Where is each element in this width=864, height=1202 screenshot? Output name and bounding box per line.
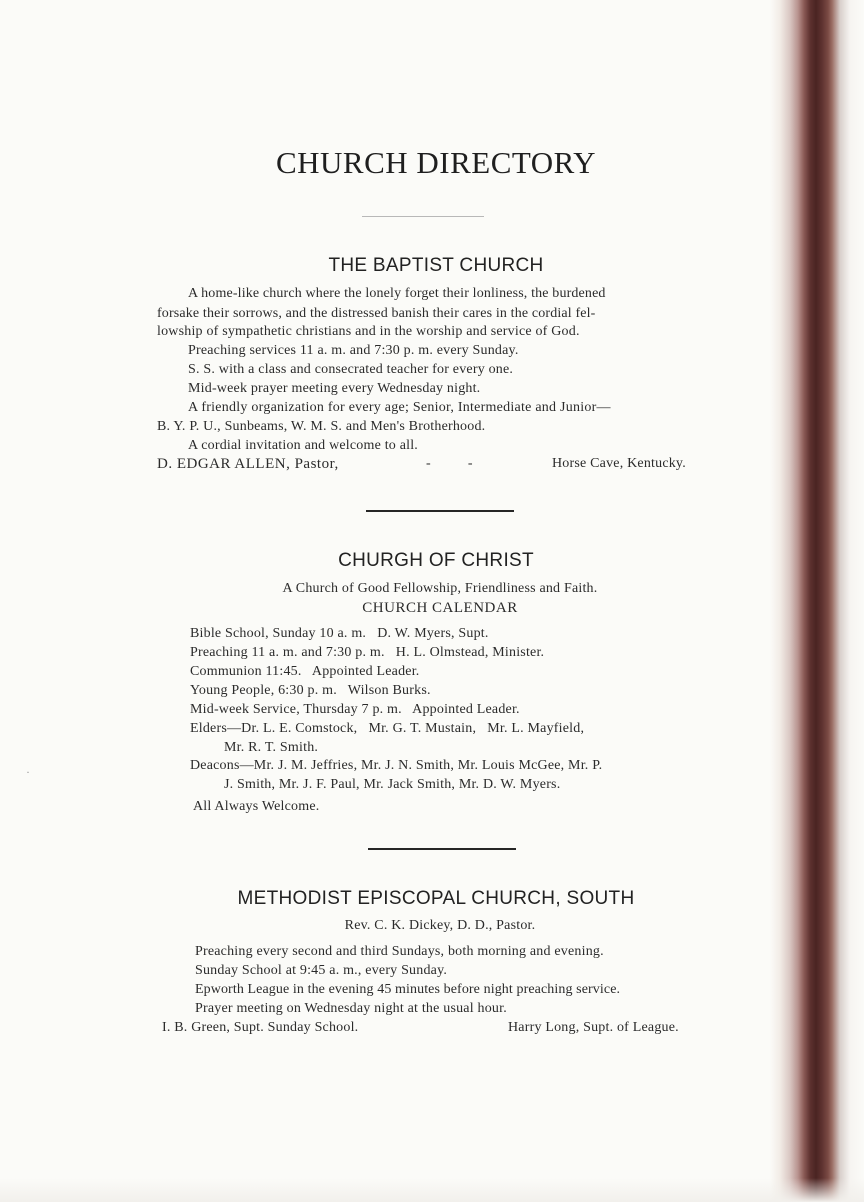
church-of-christ-heading: CHURGH OF CHRIST	[338, 550, 534, 571]
calendar-line: Bible School, Sunday 10 a. m. D. W. Myers, Supt.	[190, 626, 489, 641]
elders-line-2: Mr. R. T. Smith.	[224, 740, 319, 755]
section-divider-2	[368, 848, 516, 850]
baptist-location: Horse Cave, Kentucky.	[552, 456, 686, 471]
calendar-line: Mid-week Service, Thursday 7 p. m. Appointed Leader.	[190, 702, 520, 717]
baptist-midweek: Mid-week prayer meeting every Wednesday night.	[188, 381, 481, 396]
baptist-preaching: Preaching services 11 a. m. and 7:30 p. m. every Sunday.	[188, 343, 519, 358]
methodist-heading: METHODIST EPISCOPAL CHURCH, SOUTH	[237, 888, 635, 909]
methodist-prayer: Prayer meeting on Wednesday night at the usual hour.	[195, 1001, 507, 1016]
baptist-organization-line-1: A friendly organization for every age; Senior, Intermediate and Junior—	[188, 400, 611, 415]
baptist-sunday-school: S. S. with a class and consecrated teacher for every one.	[188, 362, 514, 377]
church-of-christ-tagline: A Church of Good Fellowship, Friendliness and Faith.	[282, 581, 598, 596]
deacons-line-2: J. Smith, Mr. J. F. Paul, Mr. Jack Smith, Mr. D. W. Myers.	[224, 777, 561, 792]
calendar-line: Young People, 6:30 p. m. Wilson Burks.	[190, 683, 431, 698]
baptist-pastor: D. EDGAR ALLEN, Pastor,	[157, 456, 339, 472]
deacons-line-1: Deacons—Mr. J. M. Jeffries, Mr. J. N. Smith, Mr. Louis McGee, Mr. P.	[190, 758, 603, 773]
baptist-invitation: A cordial invitation and welcome to all.	[188, 438, 418, 453]
page-bottom-edge	[0, 1178, 864, 1202]
methodist-supt-sunday-school: I. B. Green, Supt. Sunday School.	[162, 1020, 359, 1035]
baptist-dashes: - -	[426, 456, 473, 471]
baptist-paragraph-line-2: forsake their sorrows, and the distressed banish their cares in the cordial fel-	[157, 306, 596, 321]
calendar-line: Preaching 11 a. m. and 7:30 p. m. H. L. Olmstead, Minister.	[190, 645, 545, 660]
methodist-sunday-school: Sunday School at 9:45 a. m., every Sunday.	[195, 963, 448, 978]
page-title: CHURCH DIRECTORY	[275, 145, 597, 180]
methodist-preaching: Preaching every second and third Sundays, both morning and evening.	[195, 944, 604, 959]
calendar-line: Communion 11:45. Appointed Leader.	[190, 664, 420, 679]
methodist-epworth: Epworth League in the evening 45 minutes before night preaching service.	[195, 982, 621, 997]
page-speck: ·	[26, 765, 30, 779]
church-calendar-heading: CHURCH CALENDAR	[362, 600, 518, 616]
methodist-supt-league: Harry Long, Supt. of League.	[508, 1020, 679, 1035]
all-welcome: All Always Welcome.	[193, 799, 320, 814]
section-divider-1	[366, 510, 514, 512]
baptist-paragraph-line-1: A home-like church where the lonely forget their lonliness, the burdened	[188, 286, 606, 301]
elders-line-1: Elders—Dr. L. E. Comstock, Mr. G. T. Mustain, Mr. L. Mayfield,	[190, 721, 585, 736]
baptist-heading: THE BAPTIST CHURCH	[328, 255, 544, 276]
baptist-paragraph-line-3: lowship of sympathetic christians and in the worship and service of God.	[157, 324, 580, 339]
title-divider	[362, 216, 484, 217]
baptist-organization-line-2: B. Y. P. U., Sunbeams, W. M. S. and Men's Brotherhood.	[157, 419, 486, 434]
methodist-pastor: Rev. C. K. Dickey, D. D., Pastor.	[344, 918, 536, 933]
